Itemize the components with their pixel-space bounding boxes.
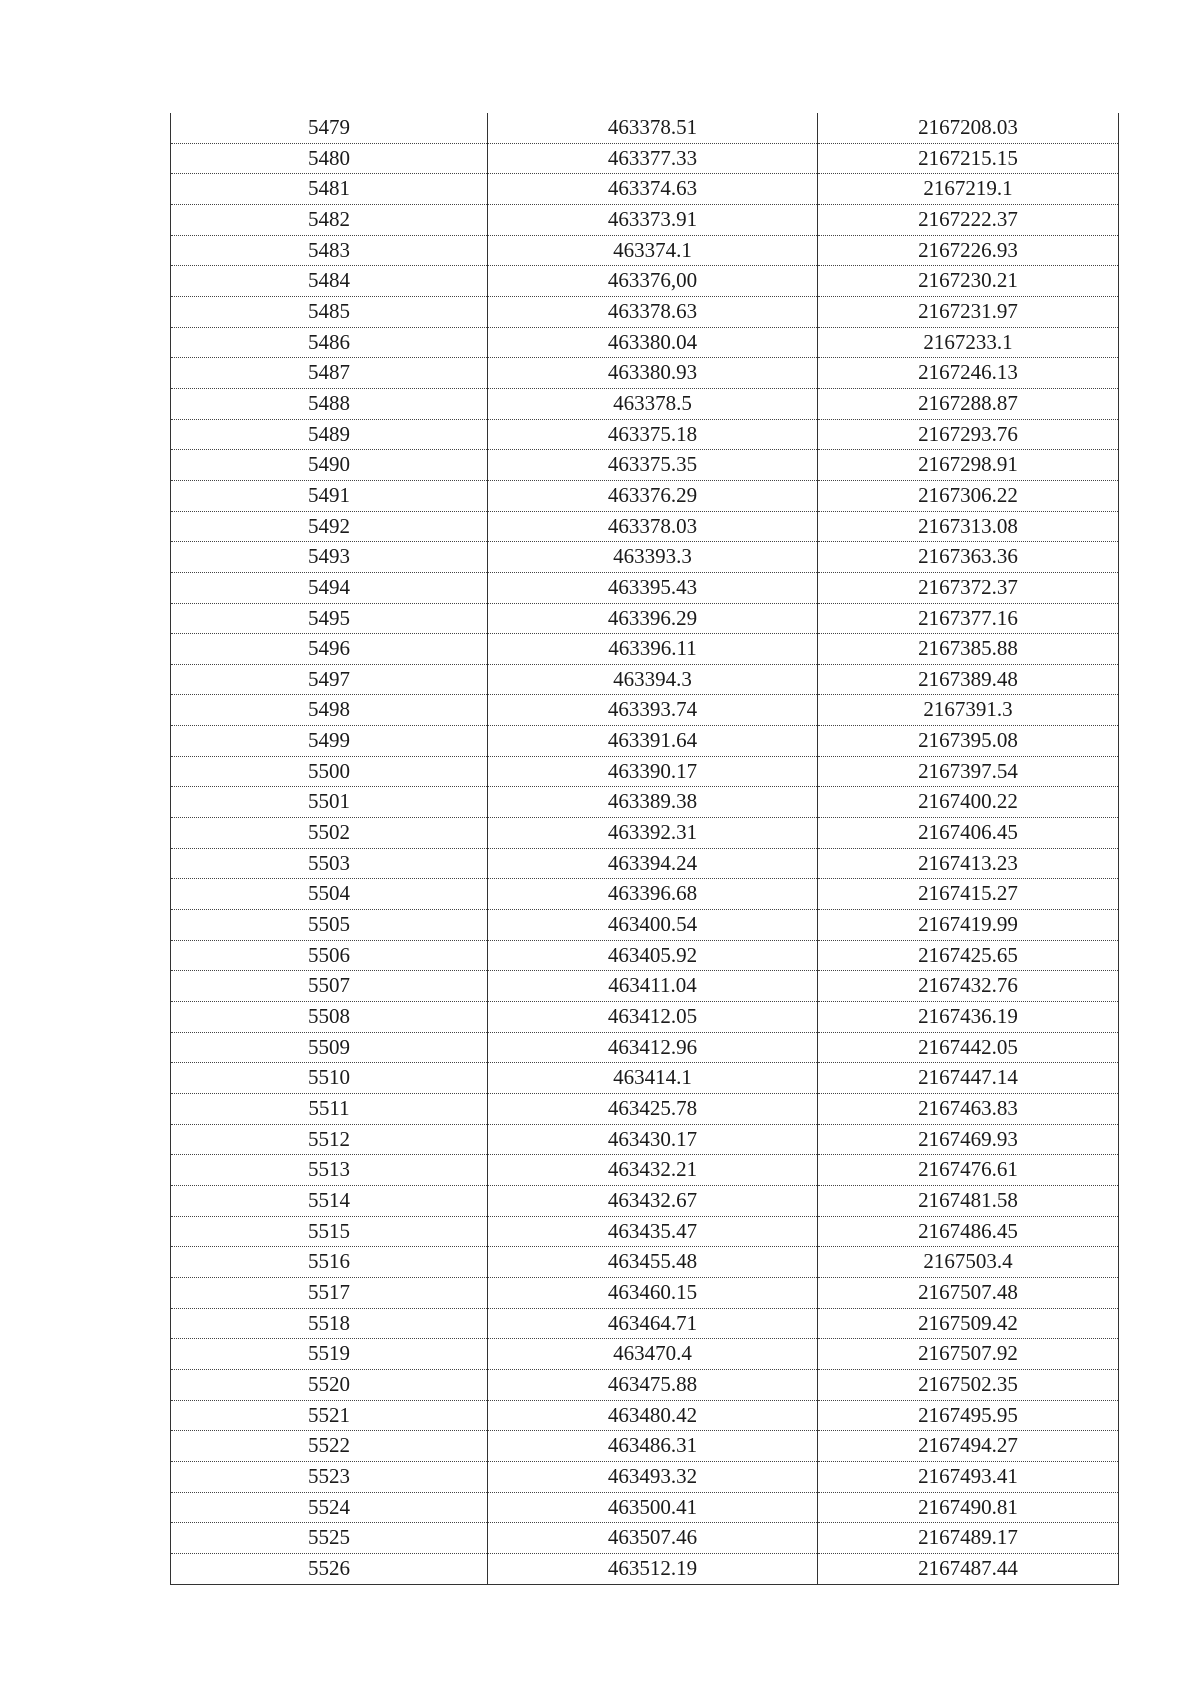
table-row — [171, 1461, 1119, 1492]
y-coordinate-cell: 2167495.95 — [818, 1400, 1119, 1431]
x-coordinate-cell: 463432.21 — [488, 1155, 818, 1186]
point-number-cell: 5502 — [171, 818, 488, 849]
y-coordinate-cell: 2167494.27 — [818, 1431, 1119, 1462]
y-coordinate-cell: 2167490.81 — [818, 1492, 1119, 1523]
point-number-cell: 5480 — [171, 143, 488, 174]
y-coordinate-cell: 2167481.58 — [818, 1185, 1119, 1216]
table-row — [171, 879, 1119, 910]
x-coordinate-cell: 463375.35 — [488, 450, 818, 481]
y-coordinate-cell: 2167442.05 — [818, 1032, 1119, 1063]
x-coordinate-cell: 463493.32 — [488, 1461, 818, 1492]
table-row — [171, 419, 1119, 450]
x-coordinate-cell: 463455.48 — [488, 1247, 818, 1278]
y-coordinate-cell: 2167230.21 — [818, 266, 1119, 297]
x-coordinate-cell: 463380.04 — [488, 327, 818, 358]
table-row — [171, 1032, 1119, 1063]
x-coordinate-cell: 463396.29 — [488, 603, 818, 634]
point-number-cell: 5524 — [171, 1492, 488, 1523]
y-coordinate-cell: 2167208.03 — [818, 113, 1119, 143]
table-row — [171, 1063, 1119, 1094]
x-coordinate-cell: 463394.24 — [488, 848, 818, 879]
x-coordinate-cell: 463375.18 — [488, 419, 818, 450]
point-number-cell: 5504 — [171, 879, 488, 910]
x-coordinate-cell: 463464.71 — [488, 1308, 818, 1339]
point-number-cell: 5495 — [171, 603, 488, 634]
point-number-cell: 5488 — [171, 388, 488, 419]
x-coordinate-cell: 463378.51 — [488, 113, 818, 143]
x-coordinate-cell: 463394.3 — [488, 664, 818, 695]
x-coordinate-cell: 463396.11 — [488, 634, 818, 665]
x-coordinate-cell: 463395.43 — [488, 572, 818, 603]
x-coordinate-cell: 463380.93 — [488, 358, 818, 389]
x-coordinate-cell: 463396.68 — [488, 879, 818, 910]
x-coordinate-cell: 463373.91 — [488, 204, 818, 235]
x-coordinate-cell: 463374.1 — [488, 235, 818, 266]
table-row — [171, 235, 1119, 266]
table-row — [171, 143, 1119, 174]
table-row — [171, 756, 1119, 787]
table-row — [171, 1492, 1119, 1523]
table-row — [171, 1002, 1119, 1033]
y-coordinate-cell: 2167397.54 — [818, 756, 1119, 787]
y-coordinate-cell: 2167288.87 — [818, 388, 1119, 419]
y-coordinate-cell: 2167507.48 — [818, 1277, 1119, 1308]
x-coordinate-cell: 463414.1 — [488, 1063, 818, 1094]
table-row — [171, 296, 1119, 327]
point-number-cell: 5510 — [171, 1063, 488, 1094]
table-row — [171, 174, 1119, 205]
y-coordinate-cell: 2167502.35 — [818, 1369, 1119, 1400]
y-coordinate-cell: 2167463.83 — [818, 1094, 1119, 1125]
x-coordinate-cell: 463389.38 — [488, 787, 818, 818]
table-row — [171, 787, 1119, 818]
x-coordinate-cell: 463432.67 — [488, 1185, 818, 1216]
table-row — [171, 450, 1119, 481]
point-number-cell: 5514 — [171, 1185, 488, 1216]
x-coordinate-cell: 463411.04 — [488, 971, 818, 1002]
y-coordinate-cell: 2167419.99 — [818, 910, 1119, 941]
point-number-cell: 5501 — [171, 787, 488, 818]
x-coordinate-cell: 463470.4 — [488, 1339, 818, 1370]
table-row — [171, 664, 1119, 695]
table-row — [171, 634, 1119, 665]
y-coordinate-cell: 2167395.08 — [818, 726, 1119, 757]
x-coordinate-cell: 463507.46 — [488, 1523, 818, 1554]
x-coordinate-cell: 463430.17 — [488, 1124, 818, 1155]
y-coordinate-cell: 2167507.92 — [818, 1339, 1119, 1370]
point-number-cell: 5479 — [171, 113, 488, 143]
point-number-cell: 5518 — [171, 1308, 488, 1339]
x-coordinate-cell: 463393.74 — [488, 695, 818, 726]
y-coordinate-cell: 2167400.22 — [818, 787, 1119, 818]
x-coordinate-cell: 463378.63 — [488, 296, 818, 327]
y-coordinate-cell: 2167476.61 — [818, 1155, 1119, 1186]
point-number-cell: 5513 — [171, 1155, 488, 1186]
x-coordinate-cell: 463377.33 — [488, 143, 818, 174]
point-number-cell: 5485 — [171, 296, 488, 327]
y-coordinate-cell: 2167222.37 — [818, 204, 1119, 235]
point-number-cell: 5508 — [171, 1002, 488, 1033]
y-coordinate-cell: 2167486.45 — [818, 1216, 1119, 1247]
point-number-cell: 5506 — [171, 940, 488, 971]
y-coordinate-cell: 2167298.91 — [818, 450, 1119, 481]
point-number-cell: 5509 — [171, 1032, 488, 1063]
point-number-cell: 5521 — [171, 1400, 488, 1431]
table-row — [171, 1247, 1119, 1278]
table-row — [171, 818, 1119, 849]
point-number-cell: 5500 — [171, 756, 488, 787]
point-number-cell: 5492 — [171, 511, 488, 542]
x-coordinate-cell: 463390.17 — [488, 756, 818, 787]
point-number-cell: 5526 — [171, 1553, 488, 1584]
table-row — [171, 572, 1119, 603]
y-coordinate-cell: 2167493.41 — [818, 1461, 1119, 1492]
y-coordinate-cell: 2167293.76 — [818, 419, 1119, 450]
x-coordinate-cell: 463412.05 — [488, 1002, 818, 1033]
point-number-cell: 5523 — [171, 1461, 488, 1492]
y-coordinate-cell: 2167509.42 — [818, 1308, 1119, 1339]
table-row — [171, 204, 1119, 235]
point-number-cell: 5483 — [171, 235, 488, 266]
table-row — [171, 358, 1119, 389]
y-coordinate-cell: 2167215.15 — [818, 143, 1119, 174]
point-number-cell: 5487 — [171, 358, 488, 389]
table-row — [171, 848, 1119, 879]
point-number-cell: 5486 — [171, 327, 488, 358]
table-row — [171, 327, 1119, 358]
table-row — [171, 1431, 1119, 1462]
point-number-cell: 5482 — [171, 204, 488, 235]
y-coordinate-cell: 2167425.65 — [818, 940, 1119, 971]
x-coordinate-cell: 463392.31 — [488, 818, 818, 849]
table-row — [171, 910, 1119, 941]
table-row — [171, 726, 1119, 757]
x-coordinate-cell: 463480.42 — [488, 1400, 818, 1431]
table-row — [171, 1308, 1119, 1339]
table-row — [171, 1124, 1119, 1155]
table-row — [171, 388, 1119, 419]
point-number-cell: 5493 — [171, 542, 488, 573]
coordinates-table — [170, 113, 1119, 1585]
y-coordinate-cell: 2167469.93 — [818, 1124, 1119, 1155]
table-row — [171, 1094, 1119, 1125]
table-row — [171, 511, 1119, 542]
point-number-cell: 5503 — [171, 848, 488, 879]
y-coordinate-cell: 2167377.16 — [818, 603, 1119, 634]
point-number-cell: 5498 — [171, 695, 488, 726]
x-coordinate-cell: 463400.54 — [488, 910, 818, 941]
x-coordinate-cell: 463475.88 — [488, 1369, 818, 1400]
table-row — [171, 266, 1119, 297]
y-coordinate-cell: 2167226.93 — [818, 235, 1119, 266]
table-row — [171, 480, 1119, 511]
point-number-cell: 5497 — [171, 664, 488, 695]
table-row — [171, 1523, 1119, 1554]
table-row — [171, 695, 1119, 726]
y-coordinate-cell: 2167413.23 — [818, 848, 1119, 879]
table-row — [171, 603, 1119, 634]
y-coordinate-cell: 2167487.44 — [818, 1553, 1119, 1584]
point-number-cell: 5517 — [171, 1277, 488, 1308]
y-coordinate-cell: 2167391.3 — [818, 695, 1119, 726]
table-row — [171, 1400, 1119, 1431]
table-row — [171, 542, 1119, 573]
x-coordinate-cell: 463412.96 — [488, 1032, 818, 1063]
x-coordinate-cell: 463405.92 — [488, 940, 818, 971]
point-number-cell: 5515 — [171, 1216, 488, 1247]
y-coordinate-cell: 2167372.37 — [818, 572, 1119, 603]
point-number-cell: 5520 — [171, 1369, 488, 1400]
x-coordinate-cell: 463500.41 — [488, 1492, 818, 1523]
x-coordinate-cell: 463435.47 — [488, 1216, 818, 1247]
x-coordinate-cell: 463486.31 — [488, 1431, 818, 1462]
table-row — [171, 971, 1119, 1002]
y-coordinate-cell: 2167306.22 — [818, 480, 1119, 511]
x-coordinate-cell: 463425.78 — [488, 1094, 818, 1125]
point-number-cell: 5499 — [171, 726, 488, 757]
point-number-cell: 5490 — [171, 450, 488, 481]
table-row — [171, 1553, 1119, 1584]
point-number-cell: 5522 — [171, 1431, 488, 1462]
point-number-cell: 5484 — [171, 266, 488, 297]
point-number-cell: 5516 — [171, 1247, 488, 1278]
table-row — [171, 1277, 1119, 1308]
point-number-cell: 5489 — [171, 419, 488, 450]
coordinates-table-body — [171, 113, 1119, 1584]
x-coordinate-cell: 463376.29 — [488, 480, 818, 511]
table-row — [171, 1339, 1119, 1370]
table-row — [171, 940, 1119, 971]
point-number-cell: 5507 — [171, 971, 488, 1002]
x-coordinate-cell: 463391.64 — [488, 726, 818, 757]
point-number-cell: 5512 — [171, 1124, 488, 1155]
y-coordinate-cell: 2167219.1 — [818, 174, 1119, 205]
point-number-cell: 5511 — [171, 1094, 488, 1125]
point-number-cell: 5505 — [171, 910, 488, 941]
point-number-cell: 5496 — [171, 634, 488, 665]
x-coordinate-cell: 463393.3 — [488, 542, 818, 573]
y-coordinate-cell: 2167406.45 — [818, 818, 1119, 849]
y-coordinate-cell: 2167503.4 — [818, 1247, 1119, 1278]
y-coordinate-cell: 2167436.19 — [818, 1002, 1119, 1033]
point-number-cell: 5525 — [171, 1523, 488, 1554]
point-number-cell: 5519 — [171, 1339, 488, 1370]
y-coordinate-cell: 2167233.1 — [818, 327, 1119, 358]
x-coordinate-cell: 463512.19 — [488, 1553, 818, 1584]
x-coordinate-cell: 463378.03 — [488, 511, 818, 542]
y-coordinate-cell: 2167231.97 — [818, 296, 1119, 327]
x-coordinate-cell: 463460.15 — [488, 1277, 818, 1308]
point-number-cell: 5494 — [171, 572, 488, 603]
x-coordinate-cell: 463374.63 — [488, 174, 818, 205]
table-row — [171, 1155, 1119, 1186]
y-coordinate-cell: 2167432.76 — [818, 971, 1119, 1002]
table-row — [171, 1369, 1119, 1400]
point-number-cell: 5481 — [171, 174, 488, 205]
table-row — [171, 113, 1119, 143]
y-coordinate-cell: 2167363.36 — [818, 542, 1119, 573]
y-coordinate-cell: 2167415.27 — [818, 879, 1119, 910]
y-coordinate-cell: 2167447.14 — [818, 1063, 1119, 1094]
table-row — [171, 1216, 1119, 1247]
y-coordinate-cell: 2167389.48 — [818, 664, 1119, 695]
y-coordinate-cell: 2167489.17 — [818, 1523, 1119, 1554]
y-coordinate-cell: 2167246.13 — [818, 358, 1119, 389]
table-row — [171, 1185, 1119, 1216]
x-coordinate-cell: 463376,00 — [488, 266, 818, 297]
x-coordinate-cell: 463378.5 — [488, 388, 818, 419]
y-coordinate-cell: 2167385.88 — [818, 634, 1119, 665]
y-coordinate-cell: 2167313.08 — [818, 511, 1119, 542]
point-number-cell: 5491 — [171, 480, 488, 511]
